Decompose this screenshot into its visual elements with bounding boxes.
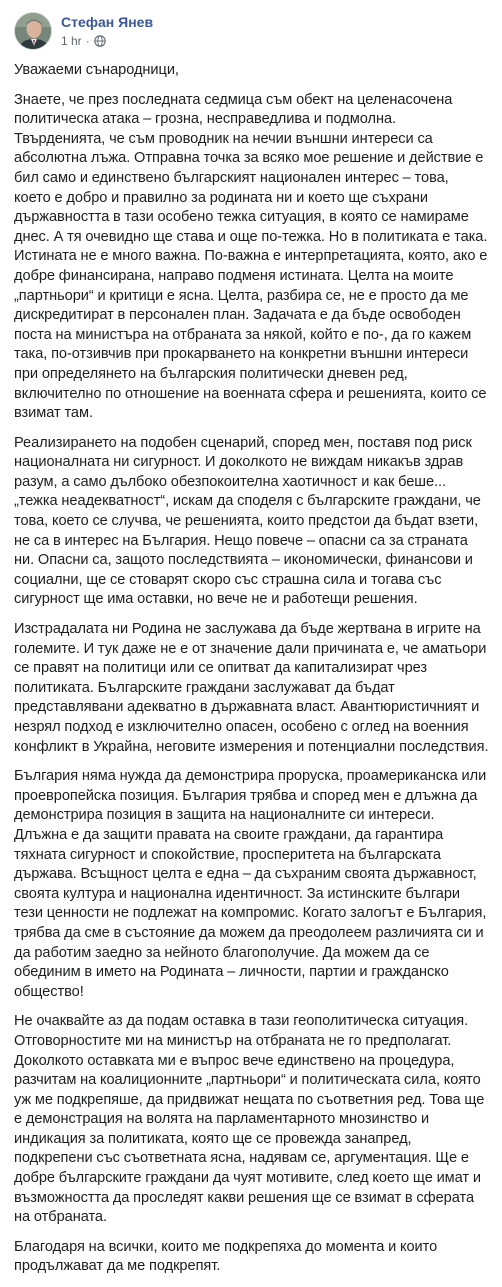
post-time[interactable]: 1 hr <box>61 34 82 48</box>
post-body <box>14 61 489 1287</box>
post-header <box>14 12 153 56</box>
avatar-photo-icon <box>15 13 52 50</box>
post-paragraph: Уважаеми сънародници, <box>14 62 179 78</box>
author-avatar[interactable] <box>14 12 52 50</box>
post-subline <box>61 33 153 49</box>
author-name[interactable]: Стефан Янев <box>61 14 154 30</box>
post-meta <box>61 12 153 49</box>
post-paragraph: България няма нужда да демонстрира проруска, проамериканска или проевропейска позиция. България трябва и според мен е длъжна да демонстрира позиция в защита на националните си интереси. Длъжна е да защити правата на своите граждани, да гарантира тяхната сигурност и спокойствие, просперитета на българската държава. Всъщност целта е една – да съхраним своята държавност, своята култура и национална идентичност. За истинските българи тези ценности не подлежат на компромис. Когато залогът е България, трябва да сме в състояние да можем да преодолеем различията си и да работим заедно за нейното благополучие. Да можем да се обединим в името на Родината – личности, партии и гражданско общество! <box>14 768 487 1000</box>
meta-separator: · <box>85 34 90 48</box>
post-paragraph: Благодаря на всички, които ме подкрепяха до момента и които продължават да ме подкрепят. <box>14 1238 438 1275</box>
globe-icon[interactable] <box>94 35 106 47</box>
post-paragraph: Не очаквайте аз да подам оставка в тази геополитическа ситуация. Отговорностите ми на министър на отбраната не го предполагат. Доколкото оставката ми е въпрос вече единствено на процедура, разчитам на коалиционните „партньори“ и политическата сила, която уж ме подкрепяше, да придвижат нещата по съответния ред. Това ще е демонстрация на волята на парламентарното мнозинство и индикация за политиката, която ще се провежда занапред, подкрепени със съответната ясна, надявам се, аргументация. Ще е добре българските граждани да чуят мотивите, след което ще имат и възможността да проследят какви решения ще се взимат в сферата на отбраната. <box>14 1013 485 1226</box>
post-paragraph: Знаете, че през последната седмица съм обект на целенасочена политическа атака – грозна, несправедлива и подмолна. Твърденията, че съм проводник на нечии външни интереси са абсолютна лъжа. Отправна точка за всяко мое решение и действие е бил само и единствено българският национален интерес – това, което е добро и правилно за родината ни и което ще съхрани държавността в тази особено тежка ситуация, в която се намираме днес. А тя очевидно ще става и още по-тежка. Но в политиката е така. Истината не е много важна. По-важна е интерпретацията, която, ако е добре финансирана, направо подменя истината. Целта на моите „партньори“ и критици е ясна. Целта, разбира се, не е просто да ме дискредитират в персонален план. Задачата е да бъде освободен поста на министъра на отбраната за някой, който е по-, да го кажем така, по-отзивчив при прокарването на конкретни външни интереси при определянето на българския политически дневен ред, включително по отношение на военната сфера и решенията, които се взимат там. <box>14 91 488 422</box>
post-paragraph: Изстрадалата ни Родина не заслужава да бъде жертвана в игрите на големите. И тук даже не е от значение дали причината е, че аматьори се правят на политици или се опитват да капитализират чрез политиката. Българските граждани заслужават да бъдат представлявани адекватно в държавната власт. Авантюристичният и незрял подход е изключително опасен, особено с оглед на военния конфликт в Украйна, неговите измерения и потенциални последствия. <box>14 621 489 755</box>
post-paragraph: Реализирането на подобен сценарий, според мен, поставя под риск националната ни сигурност. И доколкото не виждам никакъв здрав разум, а само дълбоко обезпокоителна хаотичност и как беше... „тежка неадекватност“, искам да споделя с българските граждани, че това, което се случва, че решенията, които предстои да бъдат взети, не са в интерес на България. Нещо повече – опасни са за страната ни. Опасни са, защото последствията – икономически, финансови и социални, ще се стоварят скоро със страшна сила и тогава със сигурност ще има оставки, но вече не и работещи решения. <box>14 434 481 608</box>
